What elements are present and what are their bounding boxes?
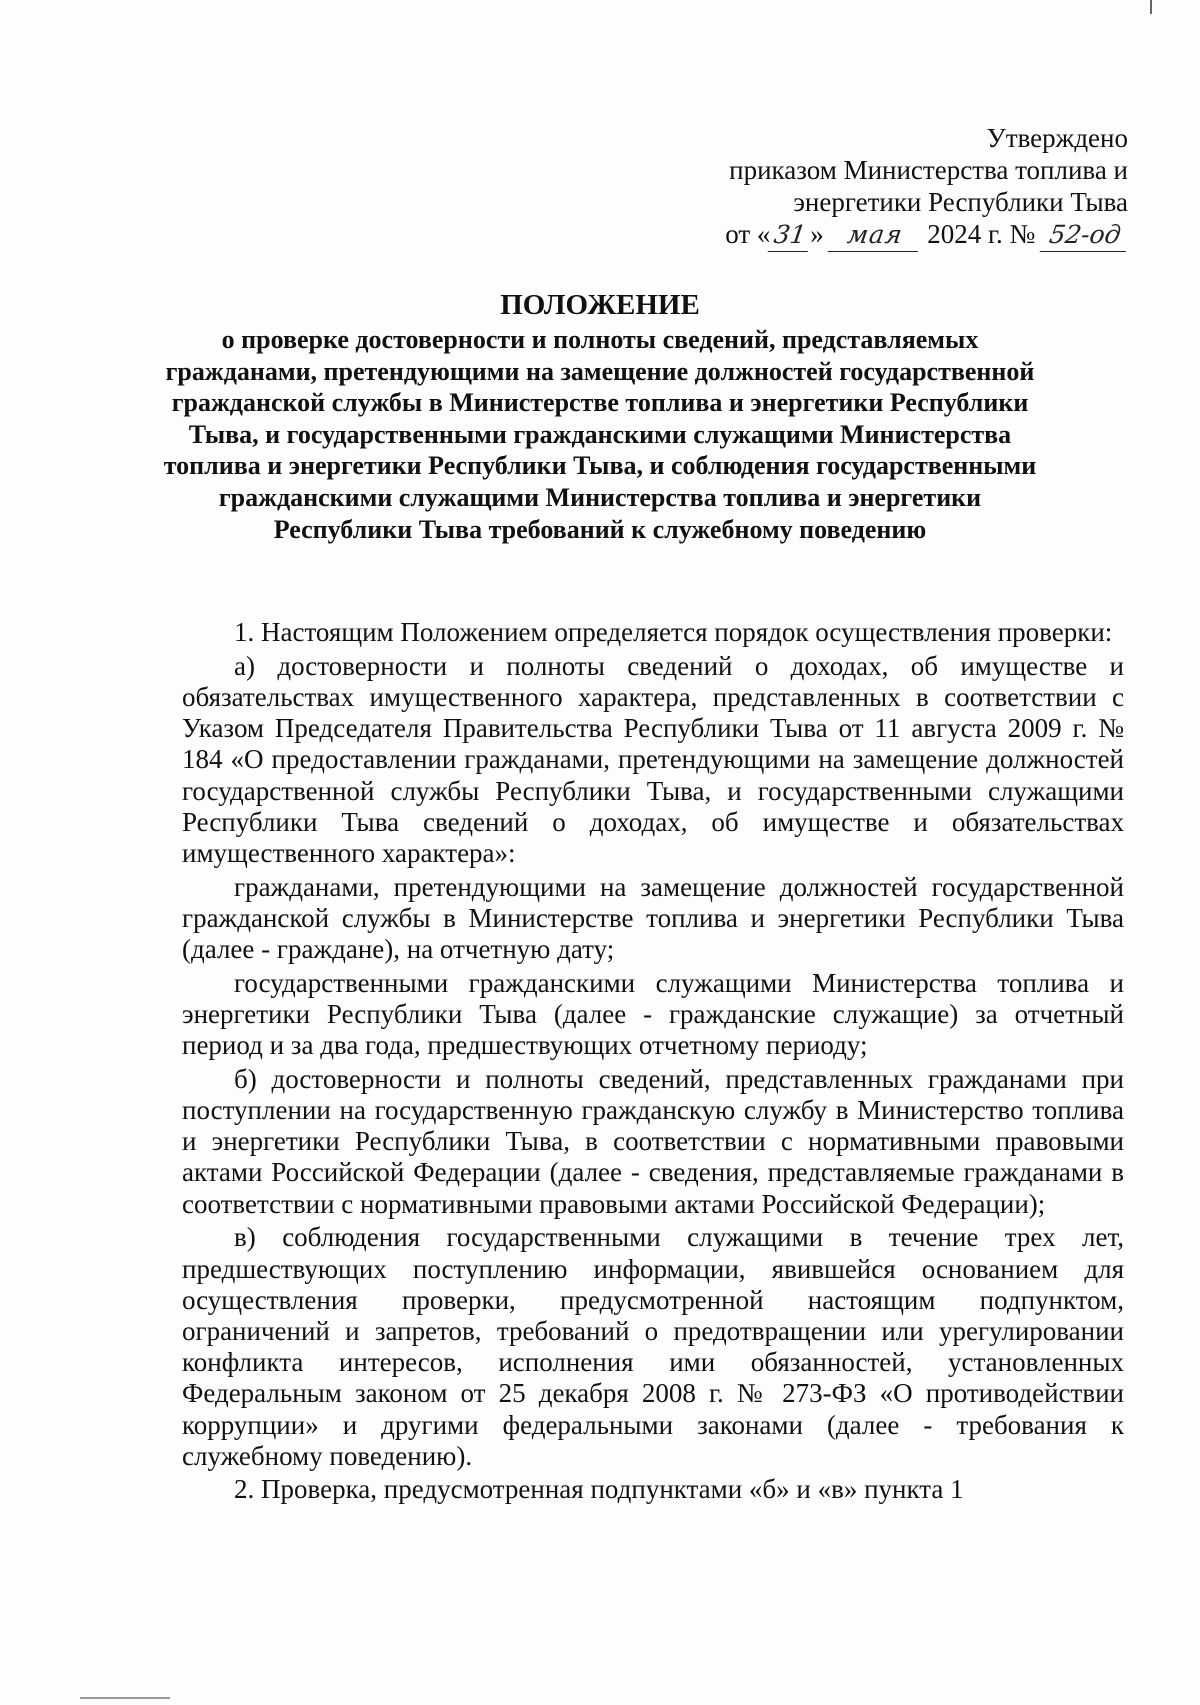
- date-mid: »: [810, 219, 831, 249]
- paragraph: а) достоверности и полноты сведений о доходах, об имуществе и обязательствах имущественного характера, представленных в соответствии с Указом Председателя Правительства Республики Тыва от 11 августа 2009 г. № 184 «О предоставлении гражданами, претендующими на замещение должностей государственной службы Республики Тыва, и государственными служащими Республики Тыва сведений о доходах, об имуществе и обязательствах имущественного характера»:: [182, 650, 1124, 868]
- approval-stamp: [725, 122, 1128, 252]
- paragraph: в) соблюдения государственными служащими в течение трех лет, предшествующих поступлению информации, явившейся основанием для осуществления проверки, предусмотренной настоящим подпунктом, ограничений и запретов, требований о предотвращении или урегулировании конфликта интересов, исполнения ими обязанностей, установленных Федеральным законом от 25 декабря 2008 г. № 273-ФЗ «О противодействии коррупции» и другими федеральными законами (далее - требования к служебному поведению).: [182, 1222, 1124, 1471]
- handwritten-day: 31: [768, 219, 812, 252]
- paragraph: гражданами, претендующими на замещение должностей государственной гражданской службы в Министерстве топлива и энергетики Республики Тыва (далее - граждане), на отчетную дату;: [182, 871, 1124, 965]
- document-subtitle: о проверке достоверности и полноты сведений, представляемых гражданами, претендующими на замещение должностей государственной гражданской службы в Министерстве топлива и энергетики Республики Тыва, и государственными гражданскими служащими Министерства топлива и энергетики Республики Тыва, и соблюдения государственными гражданскими служащими Министерства топлива и энергетики Республики Тыва требований к служебному поведению: [163, 325, 1037, 544]
- paragraph: б) достоверности и полноты сведений, представленных гражданами при поступлении на государственную гражданскую службу в Министерство топлива и энергетики Республики Тыва, в соответствии с нормативными правовыми актами Российской Федерации (далее - сведения, представляемые гражданами в соответствии с нормативными правовыми актами Российской Федерации);: [182, 1063, 1124, 1219]
- paragraph: 1. Настоящим Положением определяется порядок осуществления проверки:: [234, 617, 1113, 647]
- handwritten-month: мая: [828, 219, 923, 252]
- date-year: 2024 г. №: [920, 219, 1042, 249]
- handwritten-order-number: 52-од: [1040, 219, 1131, 252]
- document-body: [182, 617, 1124, 1508]
- approval-date-line: [725, 218, 1128, 252]
- paragraph: 2. Проверка, предусмотренная подпунктами «б» и «в» пункта 1: [234, 1474, 964, 1505]
- approval-line-1: Утверждено: [986, 123, 1128, 153]
- document-title: ПОЛОЖЕНИЕ: [500, 289, 700, 321]
- approval-line-3: энергетики Республики Тыва: [793, 187, 1128, 217]
- paragraph: государственными гражданскими служащими Министерства топлива и энергетики Республики Тыва (далее - гражданские служащие) за отчетный период и за два года, предшествующих отчетному периоду;: [182, 967, 1124, 1061]
- date-prefix: от «: [725, 219, 771, 249]
- scan-edge-mark: [1150, 0, 1152, 14]
- scan-edge-mark: [80, 1697, 170, 1699]
- approval-line-2: приказом Министерства топлива и: [729, 155, 1128, 185]
